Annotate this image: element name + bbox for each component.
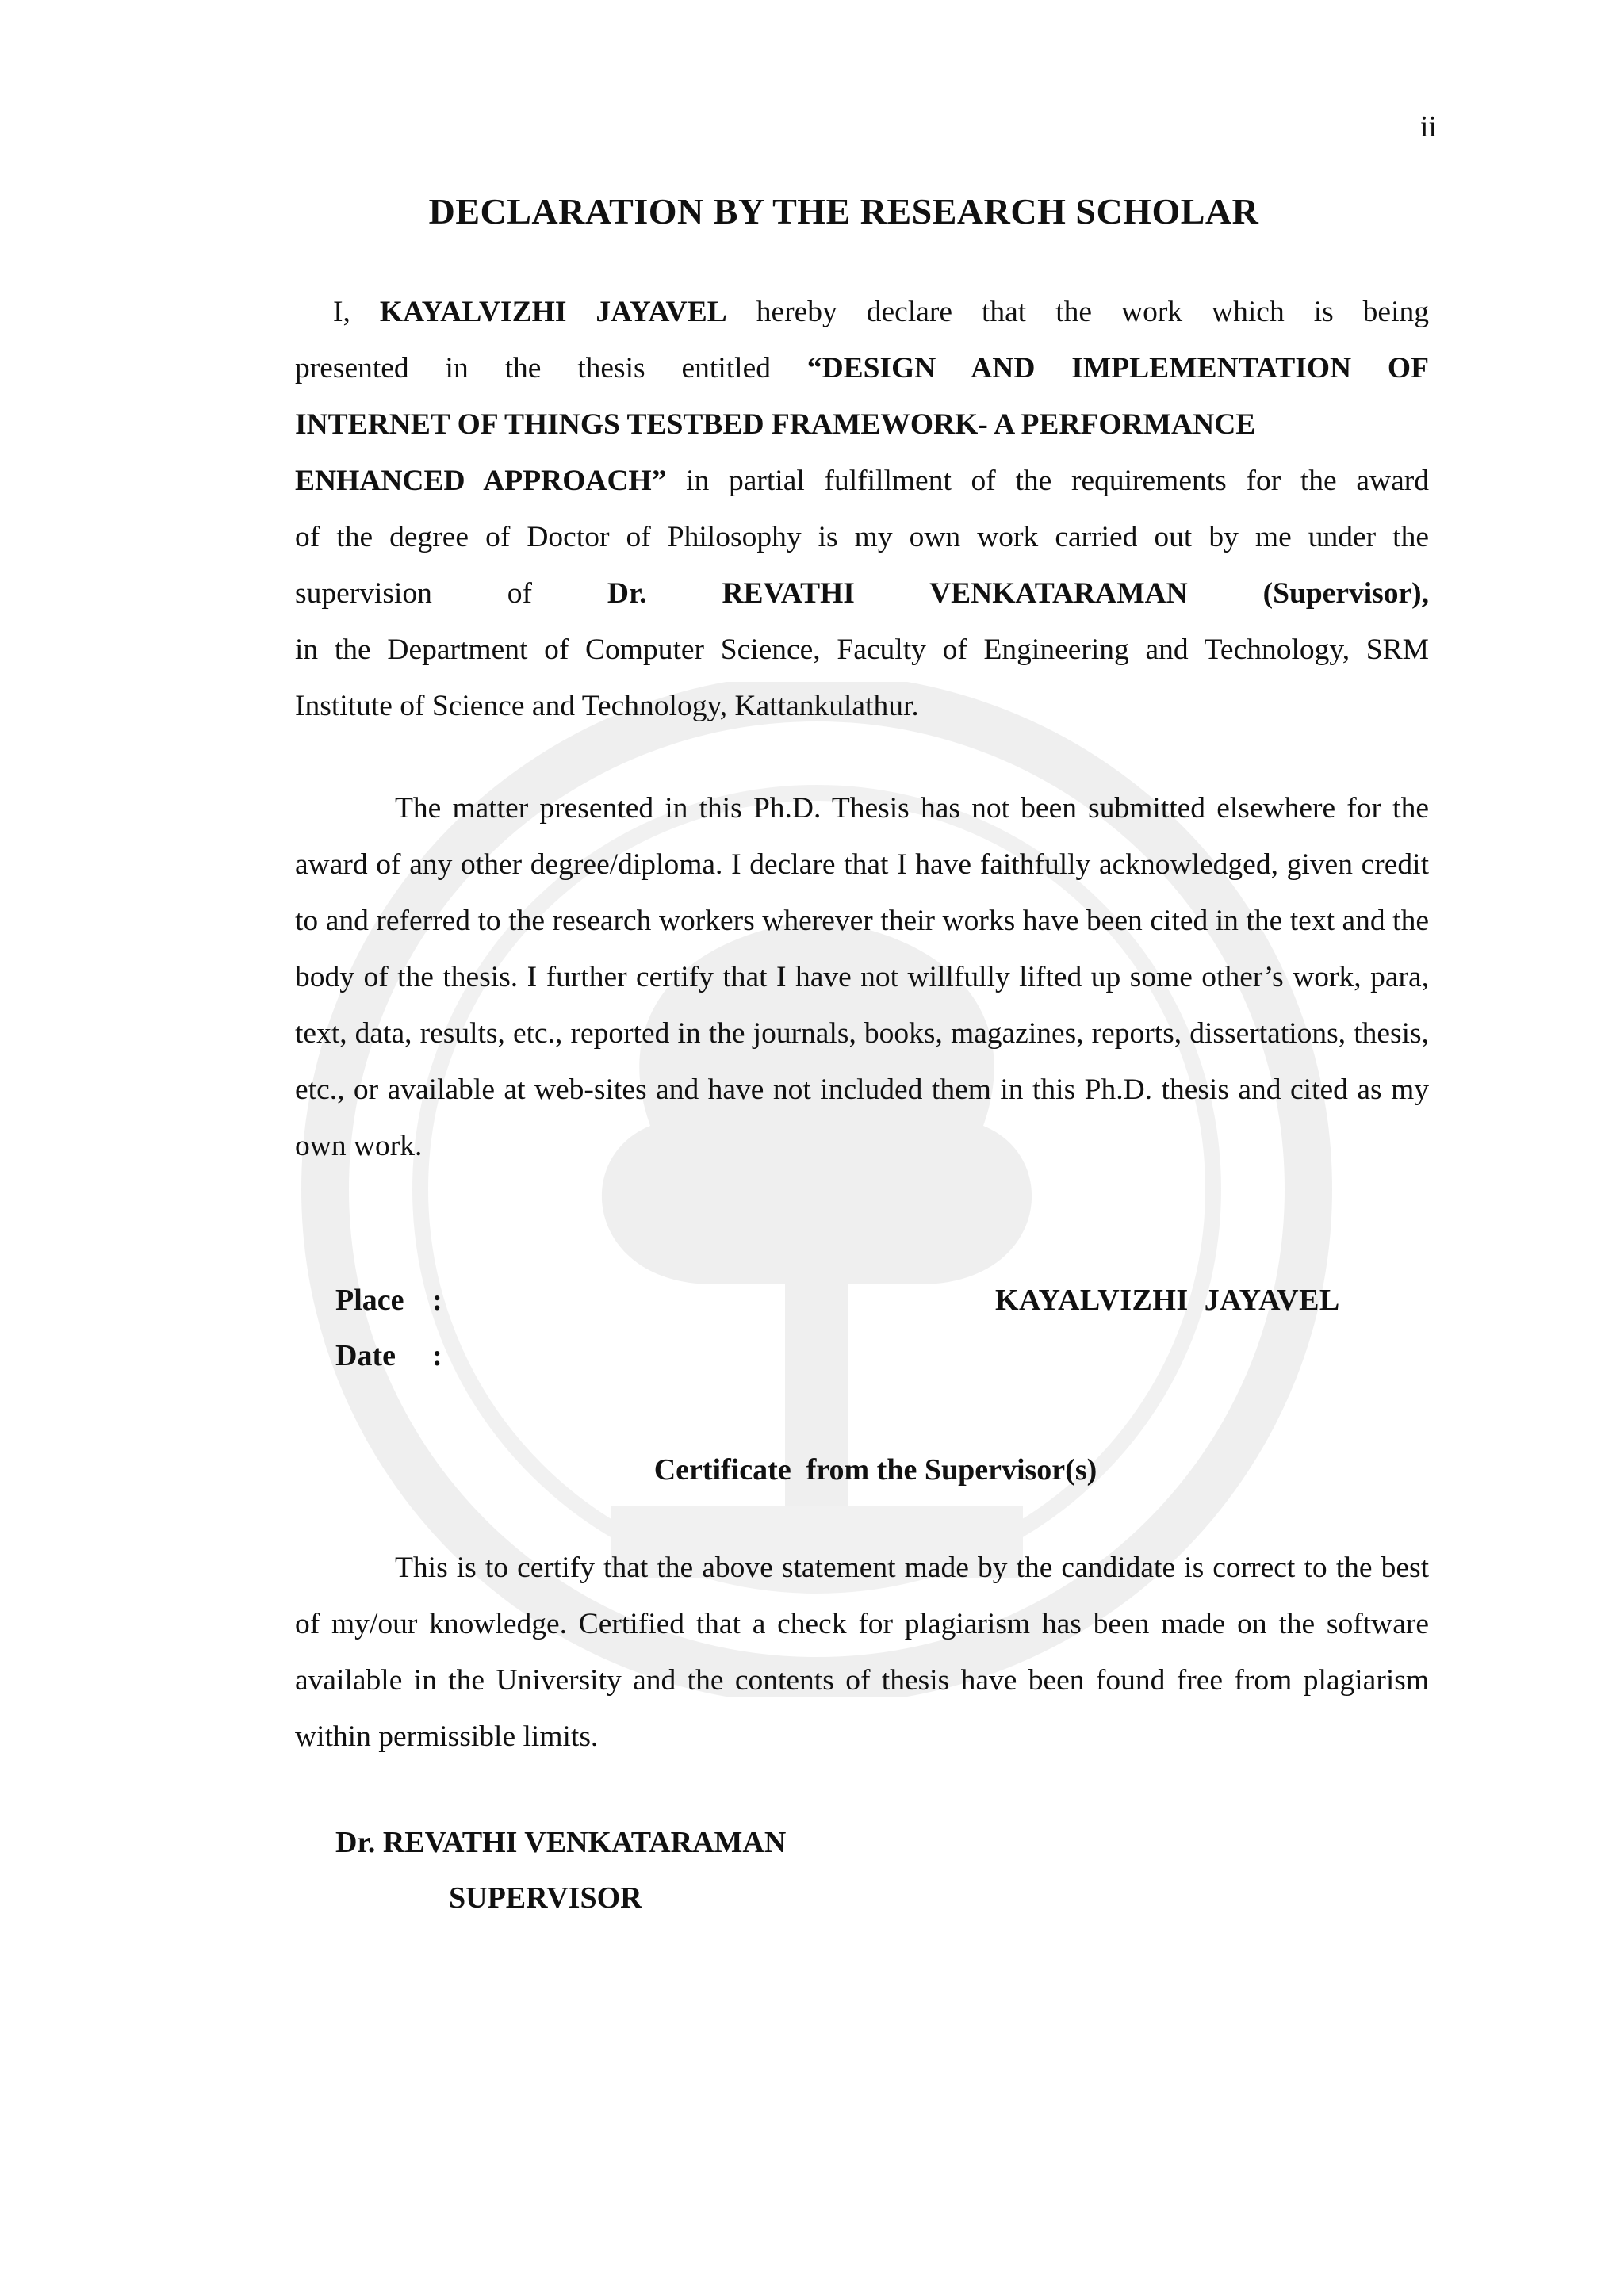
page-number: ii: [1419, 110, 1437, 144]
declaration-line-1: [295, 284, 1429, 340]
supervisor-reference: Dr. REVATHI VENKATARAMAN (Supervisor),: [607, 577, 1429, 610]
declaration-text: in partial fulfillment of the requirements for the award: [666, 465, 1429, 497]
date-colon: :: [432, 1339, 442, 1372]
declaration-text: presented in the thesis entitled: [295, 352, 807, 385]
declaration-line-7: in the Department of Computer Science, Faculty of Engineering and Technology, SRM Institute of Science and Technology, Kattankulathur.: [295, 633, 1429, 722]
place-label: Place: [335, 1284, 404, 1317]
thesis-title-part: “DESIGN AND IMPLEMENTATION OF: [806, 352, 1429, 385]
matter-paragraph: The matter presented in this Ph.D. Thesis has not been submitted elsewhere for the award of any other degree/diploma. I declare that I have faithfully acknowledged, given credit to and referred to the research workers wherever their works have been cited in the text and the body of the thesis. I further certify that I have not willfully lifted up some other’s work, para, text, data, results, etc., reported in the journals, books, magazines, reports, dissertations, thesis, etc., or available at web-sites and have not included them in this Ph.D. thesis and cited as my own work.: [295, 792, 1429, 1162]
declaration-line-4: [295, 453, 1429, 509]
scholar-name: KAYALVIZHI JAYAVEL: [379, 296, 727, 328]
certificate-paragraph: This is to certify that the above statement made by the candidate is correct to the best of my/our knowledge. Certified that a check for plagiarism has been made on the software available in the University and the contents of thesis have been found free from plagiarism within permissible limits.: [295, 1552, 1429, 1753]
date-label: Date: [335, 1339, 396, 1372]
scholar-signature-name: KAYALVIZHI JAYAVEL: [995, 1284, 1340, 1317]
declaration-paragraph: [295, 284, 1429, 734]
declaration-line-6: [295, 565, 1429, 622]
certificate-heading: Certificate from the Supervisor(s): [653, 1453, 1097, 1487]
place-colon: :: [432, 1284, 442, 1317]
thesis-title-part: INTERNET OF THINGS TESTBED FRAMEWORK- A PERFORMANCE: [295, 408, 1256, 441]
declaration-line-2: [295, 340, 1429, 396]
declaration-line-3: [295, 396, 1429, 453]
declaration-line-5: of the degree of Doctor of Philosophy is my own work carried out by me under the: [295, 521, 1429, 553]
supervisor-role: SUPERVISOR: [449, 1881, 642, 1915]
thesis-title-part: ENHANCED APPROACH”: [295, 465, 667, 497]
supervisor-name: Dr. REVATHI VENKATARAMAN: [335, 1826, 787, 1859]
declaration-text: hereby declare that the work which is being: [726, 296, 1429, 328]
declaration-text: supervision of: [295, 577, 607, 610]
declaration-text: I,: [333, 296, 380, 328]
page-title: DECLARATION BY THE RESEARCH SCHOLAR: [428, 191, 1259, 232]
